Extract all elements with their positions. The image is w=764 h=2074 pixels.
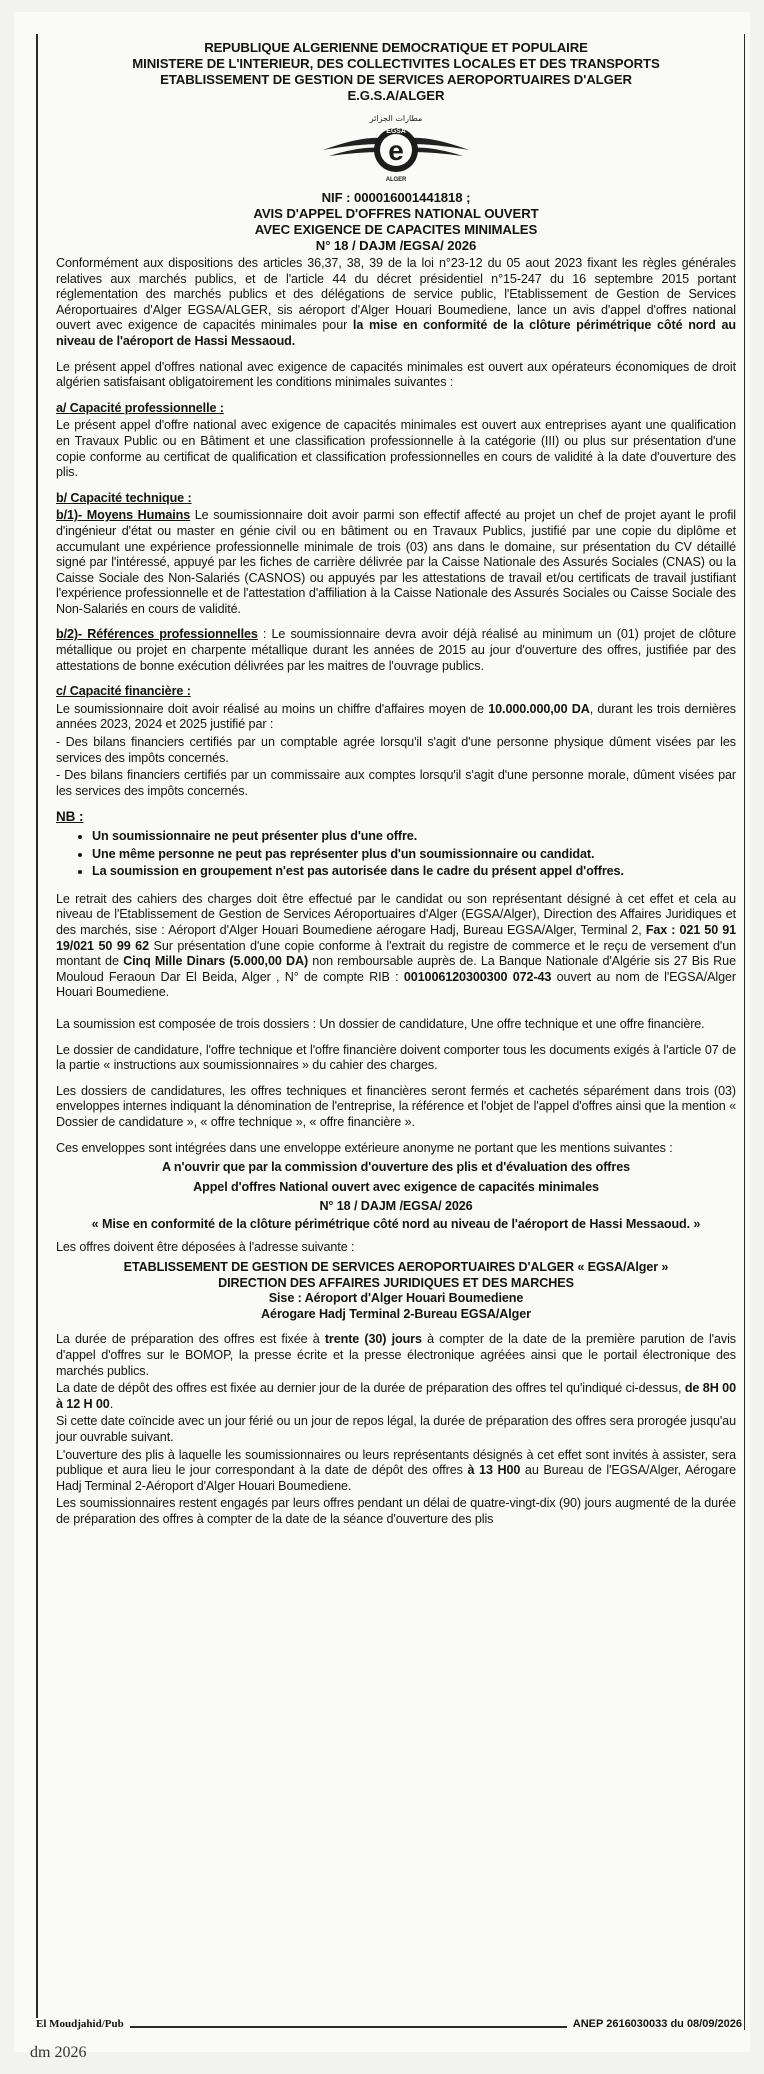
logo-arabic-text: مطارات الجزائر bbox=[369, 114, 423, 123]
operators-paragraph: Le présent appel d'offres national avec exigence de capacités minimales est ouvert aux opérateurs économiques de droit algérien satisfaisant obligatoirement les conditions minimales suivantes : bbox=[56, 359, 736, 390]
logo-city-text: ALGER bbox=[385, 177, 407, 183]
section-c-text: Le soumissionnaire doit avoir réalisé au moins un chiffre d'affaires moyen de 10.000.000,00 DA, durant les trois dernières années 2023, 2024 et 2025 justifié par : bbox=[56, 701, 736, 732]
address-line3: Sise : Aéroport d'Alger Houari Boumediene bbox=[268, 1291, 524, 1306]
envelopes-paragraph: Les dossiers de candidatures, les offres techniques et financières seront fermés et cachetés séparément dans trois (03) enveloppes internes indiquant la dénomination de l'entreprise, la référence et l'objet de l'appel d'offres ainsi que la mention « Dossier de candidature », « offre technique », « offre financière ». bbox=[56, 1083, 736, 1129]
mention-line1: A n'ouvrir que par la commission d'ouverture des plis et d'évaluation des offres bbox=[162, 1160, 630, 1175]
section-c-item1: - Des bilans financiers certifiés par un comptable agrée lorsqu'il s'agit d'une personne physique dûment visées par les services des impôts concernés. bbox=[56, 735, 736, 765]
holiday-paragraph: Si cette date coïncide avec un jour férié ou un jour de repos légal, la durée de préparation des offres sera prorogée jusqu'au jour ouvrable suivant. bbox=[56, 1414, 736, 1444]
section-a-heading: a/ Capacité professionnelle : bbox=[56, 400, 224, 415]
logo-name-text: EGSA bbox=[386, 128, 406, 135]
submission-paragraph: La soumission est composée de trois dossiers : Un dossier de candidature, Une offre technique et une offre financière. bbox=[56, 1016, 705, 1031]
mention-line3: N° 18 / DAJM /EGSA/ 2026 bbox=[319, 1199, 473, 1214]
footer-publisher: El Moudjahid/Pub bbox=[36, 2018, 130, 2030]
address-line4: Aérogare Hadj Terminal 2-Bureau EGSA/Alger bbox=[261, 1306, 531, 1321]
deposit-paragraph: La date de dépôt des offres est fixée au dernier jour de la durée de préparation des offres tel qu'indiqué ci-dessus, de 8H 00 à 12 H 00. bbox=[56, 1381, 736, 1411]
duration-days: trente (30) jours bbox=[324, 1332, 422, 1347]
intro-paragraph: Conformément aux dispositions des articles 36,37, 38, 39 de la loi n°23-12 du 05 aout 2023 fixant les règles générales relatives aux marchés publics, et de l'article 44 du décret présidentiel n°15-247 du 16 septembre 2015 portant réglementation des marchés publics et des délégations de service public, l'Etablissement de Gestion de Services Aéroportuaires d'Alger EGSA/ALGER, sis aéroport d'Alger Houari Boumediene, lance un avis d'appel d'offres national ouvert avec exigence de capacités minimales pour la mise en conformité de la clôture périmétrique côté nord au niveau de l'aéroport de Hassi Messaoud. bbox=[56, 256, 736, 348]
nb-item: • Un soumissionnaire ne peut présenter plus d'une offre. bbox=[92, 829, 736, 845]
address-line2: DIRECTION DES AFFAIRES JURIDIQUES ET DES MARCHES bbox=[218, 1275, 574, 1290]
notice-title-line1: AVIS D'APPEL D'OFFRES NATIONAL OUVERT bbox=[253, 206, 539, 221]
rib-number: 001006120300300 072-43 bbox=[403, 969, 552, 984]
stray-page-text: dm 2026 bbox=[30, 2044, 87, 2061]
section-b2-text: b/2)- Références professionnelles : Le soumissionnaire devra avoir déjà réalisé au minimum un (01) projet de clôture métallique ou projet en charpente métallique durant les années de 2015 au jour d'ouverture des offres, justifiée par des attestations de bonne exécution délivrées par les maitres de l'ouvrage publics. bbox=[56, 627, 736, 673]
mention-line4: « Mise en conformité de la clôture périmétrique côté nord au niveau de l'aéroport de Hassi Messaoud. » bbox=[91, 1216, 701, 1231]
nb-heading: NB : bbox=[56, 809, 84, 825]
address-line1: ETABLISSEMENT DE GESTION DE SERVICES AEROPORTUAIRES D'ALGER « EGSA/Alger » bbox=[123, 1260, 669, 1275]
footer bbox=[36, 2018, 756, 2042]
fax-number: Fax : 021 50 91 19/021 50 99 62 bbox=[56, 922, 737, 953]
intro-object: la mise en conformité de la clôture périmétrique côté nord au niveau de l'aéroport de Hassi Messaoud. bbox=[56, 318, 736, 348]
mention-line2: Appel d'offres National ouvert avec exigence de capacités minimales bbox=[193, 1179, 599, 1194]
notice-reference-number: N° 18 / DAJM /EGSA/ 2026 bbox=[315, 238, 477, 253]
deposit-hours: de 8H 00 à 12 H 00 bbox=[56, 1381, 736, 1411]
section-a-text: Le présent appel d'offre national avec exigence de capacités minimales est ouvert aux entreprises ayant une qualification en Travaux Public ou en Bâtiment et une classification professionnelle à la catégorie (III) ou plus sur présentation d'une copie conforme au certificat de qualification et classification professionnelles en cours de validité à la date d'ouverture des plis. bbox=[56, 418, 736, 480]
section-b1-text: b/1)- Moyens Humains Le soumissionnaire doit avoir parmi son effectif affecté au projet un chef de projet ayant le profil d'ingénieur d'état ou master en génie civil ou en bâtiment ou en Travaux Publics, justifié par une copie du diplôme et accumulant une expérience professionnelle minimale de trois (03) ans dans le domaine, sur présentation du CV détaillé signé par l'intéressé, appuyé par les fiches de carrière délivrée par la Caisse Nationale des Assurés Sociales (CNAS) ou la Caisse Sociale des Non-Salariés (CASNOS) ou appuyés par les attestations de travail et/ou certificats de travail justifiant l'expérience professionnelle et de l'attestation d'affiliation à la Caisse Nationale des Assurés Sociales ou Caisse Sociale des Non-Salariés en cours de validité. bbox=[56, 508, 737, 616]
address-intro: Les offres doivent être déposées à l'adresse suivante : bbox=[56, 1240, 355, 1255]
header-republic: REPUBLIQUE ALGERIENNE DEMOCRATIQUE ET POPULAIRE bbox=[204, 40, 588, 55]
notice-content bbox=[56, 40, 736, 1530]
dossier-paragraph: Le dossier de candidature, l'offre technique et l'offre financière doivent comporter tous les documents exigés à l'article 07 de la partie « instructions aux soumissionnaires » du cahier des charges. bbox=[56, 1042, 736, 1073]
logo-letter-text: e bbox=[388, 135, 404, 166]
nb-list bbox=[56, 829, 736, 880]
newspaper-page bbox=[14, 12, 750, 2052]
header-ministry: MINISTERE DE L'INTERIEUR, DES COLLECTIVITES LOCALES ET DES TRANSPORTS bbox=[132, 56, 660, 71]
section-c-item2: - Des bilans financiers certifiés par un commissaire aux comptes lorsqu'il s'agit d'une personne morale, dûment visées par les services des impôts concernés. bbox=[56, 768, 736, 798]
nb-item: • La soumission en groupement n'est pas autorisée dans le cadre du présent appel d'offres. bbox=[92, 864, 736, 880]
opening-hour: à 13 H00 bbox=[467, 1463, 521, 1478]
section-c-heading: c/ Capacité financière : bbox=[56, 684, 191, 699]
section-b-heading: b/ Capacité technique : bbox=[56, 490, 192, 505]
header-acronym: E.G.S.A/ALGER bbox=[347, 88, 445, 103]
outer-envelope-paragraph: Ces enveloppes sont intégrées dans une enveloppe extérieure anonyme ne portant que les mentions suivantes : bbox=[56, 1140, 673, 1155]
nb-item: • Une même personne ne peut pas représenter plus d'un soumissionnaire ou candidat. bbox=[92, 847, 736, 863]
commitment-paragraph: Les soumissionnaires restent engagés par leurs offres pendant un délai de quatre-vingt-dix (90) jours augmenté de la durée de préparation des offres à compter de la date de la séance d'ouverture des plis bbox=[56, 1496, 736, 1526]
duration-paragraph: La durée de préparation des offres est fixée à trente (30) jours à compter de la date de la première parution de l'avis d'appel d'offres sur le BOMOP, la presse écrite et la presse électronique agréées ainsi que le portail électronique des marchés publics. bbox=[56, 1332, 736, 1378]
section-b1-label: b/1)- Moyens Humains bbox=[56, 508, 191, 523]
turnover-amount: 10.000.000,00 DA bbox=[488, 701, 590, 716]
footer-anep-reference: ANEP 2616030033 du 08/09/2026 bbox=[567, 2018, 742, 2030]
egsa-logo-icon bbox=[321, 110, 471, 186]
notice-title-line2: AVEC EXIGENCE DE CAPACITES MINIMALES bbox=[254, 222, 538, 237]
header-establishment: ETABLISSEMENT DE GESTION DE SERVICES AEROPORTUAIRES D'ALGER bbox=[160, 72, 632, 87]
section-b2-label: b/2)- Références professionnelles bbox=[56, 627, 258, 642]
opening-paragraph: L'ouverture des plis à laquelle les soumissionnaires ou leurs représentants désignés à cet effet sont invités à assister, sera publique et aura lieu le jour correspondant à la date de dépôt des offres à 13 H00 au Bureau de l'EGSA/Alger, Aérogare Hadj Terminal 2-Aéroport d'Alger Houari Boumediene. bbox=[56, 1447, 736, 1493]
nif-number: NIF : 000016001441818 ; bbox=[321, 190, 471, 205]
fee-amount: Cinq Mille Dinars (5.000,00 DA) bbox=[123, 954, 309, 969]
withdrawal-paragraph: Le retrait des cahiers des charges doit être effectué par le candidat ou son représentant désigné à cet effet et cela au niveau de l'Etablissement de Gestion de Services Aéroportuaires d'Alger (EGSA/Alger), Direction des Affaires Juridiques et des marchés, sise : Aéroport d'Alger Houari Boumediene aérogare Hadj, Bureau EGSA/Alger, Terminal 2, Fax : 021 50 91 19/021 50 99 62 Sur présentation d'une copie conforme à l'extrait du registre de commerce et le reçu de versement d'un montant de Cinq Mille Dinars (5.000,00 DA) non remboursable auprès de. La Banque Nationale d'Algérie sis 27 Bis Rue Mouloud Feraoun Dar El Beida, Alger , N° de compte RIB : 001006120300300 072-43 ouvert au nom de l'EGSA/Alger Houari Boumediene. bbox=[56, 891, 737, 1000]
